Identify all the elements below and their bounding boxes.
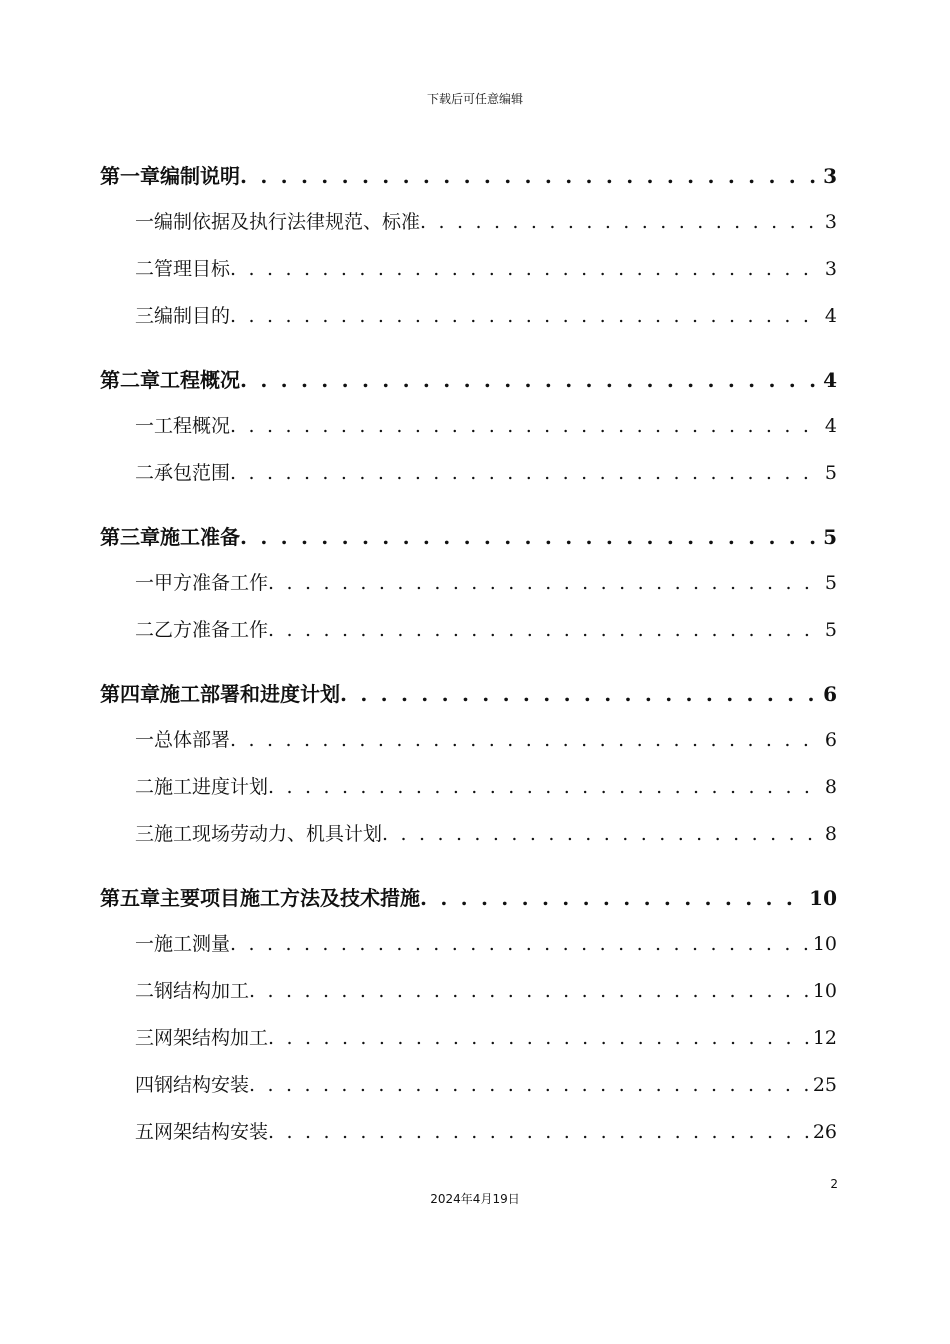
dot-leader: [268, 1121, 811, 1143]
toc-entry-title: 总体部署: [154, 729, 231, 751]
toc-section-5-2[interactable]: [135, 976, 837, 1003]
toc-entry-title: 钢结构加工: [154, 980, 250, 1002]
dot-leader: [230, 933, 811, 955]
toc-entry-page: 4: [824, 415, 837, 437]
toc-entry-title: 钢结构安装: [154, 1074, 250, 1096]
toc-section-5-5[interactable]: [135, 1117, 837, 1144]
toc-entry-page: 25: [812, 1074, 837, 1096]
toc-entry-title: 甲方准备工作: [154, 572, 269, 594]
toc-entry-number: 第二章: [100, 368, 160, 392]
toc-entry-page: 12: [812, 1027, 837, 1049]
toc-entry-number: 一: [135, 933, 155, 955]
toc-entry-number: 四: [135, 1074, 155, 1096]
toc-entry-page: 3: [824, 211, 837, 233]
dot-leader: [268, 619, 823, 641]
dot-leader: [268, 776, 823, 798]
page-number: 2: [830, 1177, 838, 1191]
toc-entry-title: 施工部署和进度计划: [160, 682, 340, 706]
toc-entry-number: 二: [135, 776, 155, 798]
dot-leader: [249, 980, 811, 1002]
dot-leader: [382, 823, 823, 845]
toc-entry-page: 5: [823, 525, 837, 549]
toc-section-5-3[interactable]: [135, 1023, 837, 1050]
toc-entry-title: 管理目标: [154, 258, 231, 280]
dot-leader: [268, 1027, 811, 1049]
dot-leader: [240, 525, 821, 549]
toc-entry-title: 网架结构安装: [154, 1121, 269, 1143]
page-header: 下载后可任意编辑: [426, 92, 523, 106]
toc-section-2-2[interactable]: [135, 458, 837, 485]
toc-section-1-2[interactable]: [135, 254, 837, 281]
toc-entry-page: 8: [824, 776, 837, 798]
page-footer-date: 2024年4月19日: [430, 1192, 520, 1206]
toc-entry-number: 第五章: [100, 886, 160, 910]
toc-entry-number: 第四章: [100, 682, 160, 706]
toc-entry-number: 一: [135, 415, 155, 437]
toc-section-1-3[interactable]: [135, 301, 837, 328]
toc-entry-page: 6: [824, 729, 837, 751]
dot-leader: [340, 682, 821, 706]
toc-entry-title: 编制依据及执行法律规范、标准: [154, 211, 421, 233]
toc-entry-page: 26: [812, 1121, 837, 1143]
toc-entry-title: 主要项目施工方法及技术措施: [160, 886, 420, 910]
toc-entry-number: 一: [135, 572, 155, 594]
toc-entry-page: 6: [823, 682, 837, 706]
toc-entry-page: 5: [824, 572, 837, 594]
toc-entry-number: 五: [135, 1121, 155, 1143]
dot-leader: [230, 462, 823, 484]
toc-entry-title: 工程概况: [154, 415, 231, 437]
toc-chapter-5[interactable]: [100, 882, 837, 911]
toc-entry-page: 3: [823, 164, 837, 188]
toc-entry-title: 施工现场劳动力、机具计划: [154, 823, 383, 845]
dot-leader: [230, 305, 823, 327]
toc-entry-title: 编制说明: [160, 164, 240, 188]
toc-entry-page: 4: [823, 368, 837, 392]
toc-entry-page: 10: [812, 980, 837, 1002]
toc-entry-page: 8: [824, 823, 837, 845]
toc-entry-number: 二: [135, 258, 155, 280]
toc-section-3-2[interactable]: [135, 615, 837, 642]
toc-section-5-4[interactable]: [135, 1070, 837, 1097]
toc-entry-title: 网架结构加工: [154, 1027, 269, 1049]
toc-chapter-2[interactable]: [100, 364, 837, 393]
toc-section-2-1[interactable]: [135, 411, 837, 438]
toc-section-4-2[interactable]: [135, 772, 837, 799]
toc-entry-page: 4: [824, 305, 837, 327]
toc-entry-page: 10: [809, 886, 837, 910]
toc-entry-number: 二: [135, 619, 155, 641]
toc-chapter-1[interactable]: [100, 160, 837, 189]
dot-leader: [249, 1074, 811, 1096]
toc-chapter-4[interactable]: [100, 678, 837, 707]
toc-entry-title: 施工测量: [154, 933, 231, 955]
dot-leader: [240, 368, 821, 392]
toc-entry-number: 第一章: [100, 164, 160, 188]
toc-entry-page: 3: [824, 258, 837, 280]
toc-entry-title: 承包范围: [154, 462, 231, 484]
toc-entry-number: 一: [135, 729, 155, 751]
toc-entry-number: 二: [135, 462, 155, 484]
toc-entry-number: 一: [135, 211, 155, 233]
toc-entry-title: 编制目的: [154, 305, 231, 327]
toc-section-5-1[interactable]: [135, 929, 837, 956]
toc-entry-title: 施工准备: [160, 525, 240, 549]
toc-entry-number: 三: [135, 1027, 155, 1049]
toc-section-1-1[interactable]: [135, 207, 837, 234]
toc-entry-number: 二: [135, 980, 155, 1002]
dot-leader: [420, 886, 807, 910]
dot-leader: [230, 415, 823, 437]
toc-section-4-3[interactable]: [135, 819, 837, 846]
toc-entry-page: 5: [824, 619, 837, 641]
toc-section-4-1[interactable]: [135, 725, 837, 752]
dot-leader: [230, 258, 823, 280]
dot-leader: [240, 164, 821, 188]
toc-entry-title: 施工进度计划: [154, 776, 269, 798]
toc-entry-number: 三: [135, 823, 155, 845]
toc-section-3-1[interactable]: [135, 568, 837, 595]
toc-entry-number: 第三章: [100, 525, 160, 549]
toc-entry-title: 乙方准备工作: [154, 619, 269, 641]
toc-entry-page: 10: [812, 933, 837, 955]
toc-entry-page: 5: [824, 462, 837, 484]
toc-entry-number: 三: [135, 305, 155, 327]
dot-leader: [420, 211, 823, 233]
toc-entry-title: 工程概况: [160, 368, 240, 392]
toc-chapter-3[interactable]: [100, 521, 837, 550]
dot-leader: [268, 572, 823, 594]
dot-leader: [230, 729, 823, 751]
